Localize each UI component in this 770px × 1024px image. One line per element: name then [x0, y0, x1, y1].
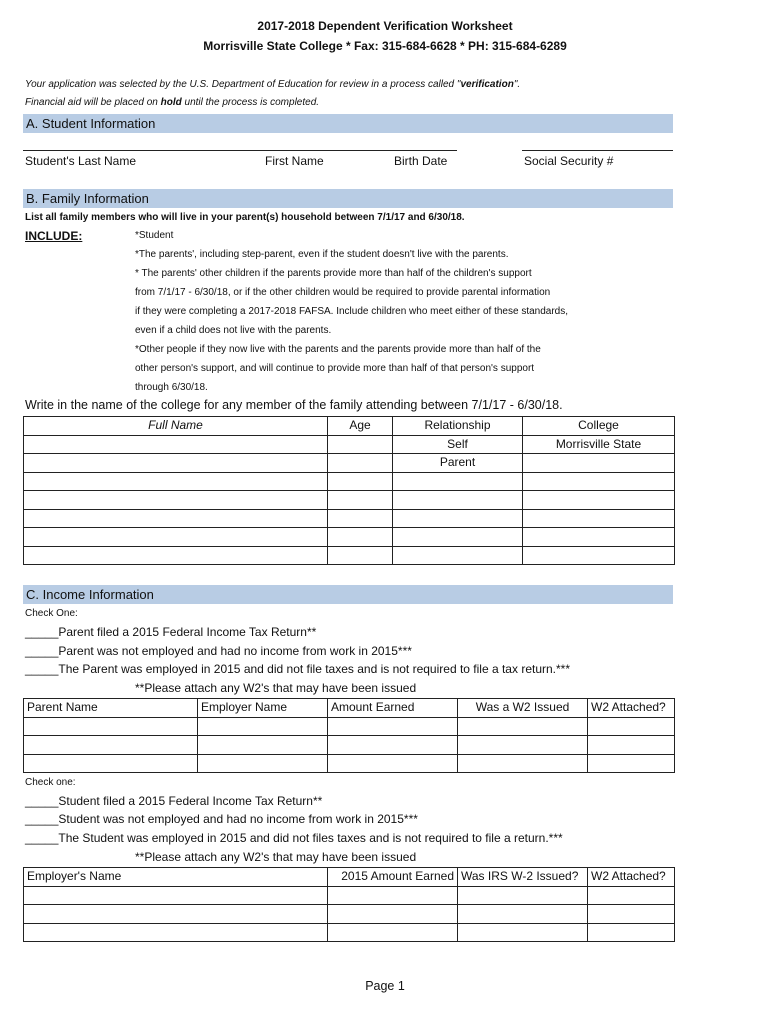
- college-note: Write in the name of the college for any member of the family attending between 7/1/17 - 6/30/18.: [25, 398, 563, 412]
- amount-cell[interactable]: [328, 717, 458, 736]
- student-name-line: [23, 150, 457, 151]
- header-w2-attached: W2 Attached?: [588, 699, 675, 718]
- header-w2-attached: W2 Attached?: [588, 868, 675, 887]
- table-row: [24, 491, 675, 510]
- intro-text: Your application was selected by the U.S. Department of Education for review in a process called ": [25, 79, 461, 90]
- college-cell[interactable]: [523, 454, 675, 473]
- table-row: [24, 509, 675, 528]
- intro-line-2: [25, 97, 319, 108]
- employer-name-cell[interactable]: [198, 754, 328, 773]
- header-parent-name: Parent Name: [24, 699, 198, 718]
- w2-attached-cell[interactable]: [588, 923, 675, 942]
- name-cell[interactable]: [24, 546, 328, 565]
- header-employer-name: Employer Name: [198, 699, 328, 718]
- section-c-heading: C. Income Information: [23, 585, 673, 604]
- college-cell[interactable]: [523, 472, 675, 491]
- age-cell[interactable]: [328, 528, 393, 547]
- table-row: [24, 905, 675, 924]
- employer-name-cell[interactable]: [198, 736, 328, 755]
- employer-name-cell[interactable]: [24, 905, 328, 924]
- table-row: [24, 454, 675, 473]
- table-header-row: [24, 699, 675, 718]
- parent-name-cell[interactable]: [24, 717, 198, 736]
- amount-cell[interactable]: [328, 905, 458, 924]
- student-w2-note: **Please attach any W2's that may have been issued: [135, 850, 417, 864]
- age-cell[interactable]: [328, 435, 393, 454]
- w2-attached-cell[interactable]: [588, 736, 675, 755]
- relationship-cell[interactable]: [393, 546, 523, 565]
- section-b-heading: B. Family Information: [23, 189, 673, 208]
- section-a-heading: A. Student Information: [23, 114, 673, 133]
- header-age: Age: [328, 417, 393, 436]
- intro-text: Financial aid will be placed on: [25, 97, 161, 108]
- table-row: [24, 717, 675, 736]
- table-row: [24, 923, 675, 942]
- include-line: from 7/1/17 - 6/30/18, or if the other children would be required to provide parental information: [135, 287, 551, 298]
- age-cell[interactable]: [328, 491, 393, 510]
- ssn-line: [522, 150, 673, 151]
- parent-w2-note: **Please attach any W2's that may have been issued: [135, 681, 417, 695]
- name-cell[interactable]: [24, 435, 328, 454]
- table-header-row: [24, 868, 675, 887]
- parent-option[interactable]: _____The Parent was employed in 2015 and did not file taxes and is not required to file a tax return.***: [25, 662, 571, 676]
- header-w2-issued: Was a W2 Issued: [458, 699, 588, 718]
- intro-bold-hold: hold: [160, 97, 182, 108]
- w2-issued-cell[interactable]: [458, 754, 588, 773]
- parent-name-cell[interactable]: [24, 736, 198, 755]
- ssn-label: Social Security #: [524, 154, 614, 168]
- parent-name-cell[interactable]: [24, 754, 198, 773]
- include-line: if they were completing a 2017-2018 FAFSA. Include children who meet either of these standards,: [135, 306, 569, 317]
- employer-name-cell[interactable]: [198, 717, 328, 736]
- amount-cell[interactable]: [328, 754, 458, 773]
- header-full-name: Full Name: [24, 417, 328, 436]
- college-cell[interactable]: [523, 528, 675, 547]
- header-relationship: Relationship: [393, 417, 523, 436]
- employer-name-cell[interactable]: [24, 923, 328, 942]
- relationship-cell[interactable]: Parent: [393, 454, 523, 473]
- student-check-label: Check one:: [25, 777, 76, 788]
- family-table: [23, 416, 675, 565]
- name-cell[interactable]: [24, 509, 328, 528]
- student-income-table: [23, 867, 675, 942]
- college-cell[interactable]: [523, 509, 675, 528]
- employer-name-cell[interactable]: [24, 886, 328, 905]
- student-option[interactable]: _____Student was not employed and had no income from work in 2015***: [25, 812, 418, 826]
- intro-text-end: ".: [513, 79, 521, 90]
- w2-issued-cell[interactable]: [458, 736, 588, 755]
- header-amount-earned: 2015 Amount Earned: [328, 868, 458, 887]
- table-row: [24, 435, 675, 454]
- student-option[interactable]: _____The Student was employed in 2015 and did not files taxes and is not required to file a return.***: [25, 831, 563, 845]
- w2-attached-cell[interactable]: [588, 905, 675, 924]
- include-line: *Other people if they now live with the parents and the parents provide more than half of the: [135, 344, 541, 355]
- w2-attached-cell[interactable]: [588, 886, 675, 905]
- include-line: * The parents' other children if the parents provide more than half of the children's support: [135, 268, 532, 279]
- name-cell[interactable]: [24, 454, 328, 473]
- w2-attached-cell[interactable]: [588, 717, 675, 736]
- intro-bold-verification: verification: [460, 79, 514, 90]
- table-row: [24, 528, 675, 547]
- amount-cell[interactable]: [328, 886, 458, 905]
- w2-issued-cell[interactable]: [458, 923, 588, 942]
- w2-issued-cell[interactable]: [458, 717, 588, 736]
- include-line: other person's support, and will continue to provide more than half of that person's support: [135, 363, 535, 374]
- age-cell[interactable]: [328, 454, 393, 473]
- college-cell[interactable]: [523, 546, 675, 565]
- relationship-cell[interactable]: [393, 528, 523, 547]
- age-cell[interactable]: [328, 546, 393, 565]
- first-name-label: First Name: [265, 154, 324, 168]
- header-amount-earned: Amount Earned: [328, 699, 458, 718]
- name-cell[interactable]: [24, 528, 328, 547]
- page-number: Page 1: [365, 979, 405, 993]
- table-row: [24, 736, 675, 755]
- include-line: through 6/30/18.: [135, 382, 208, 393]
- parent-option[interactable]: _____Parent filed a 2015 Federal Income Tax Return**: [25, 625, 317, 639]
- birth-date-label: Birth Date: [394, 154, 448, 168]
- header-college: College: [523, 417, 675, 436]
- parent-check-label: Check One:: [25, 608, 78, 619]
- w2-issued-cell[interactable]: [458, 886, 588, 905]
- relationship-cell[interactable]: [393, 472, 523, 491]
- table-row: [24, 472, 675, 491]
- w2-issued-cell[interactable]: [458, 905, 588, 924]
- table-row: [24, 886, 675, 905]
- relationship-cell[interactable]: [393, 491, 523, 510]
- header-employers-name: Employer's Name: [24, 868, 328, 887]
- age-cell[interactable]: [328, 472, 393, 491]
- relationship-cell[interactable]: Self: [393, 435, 523, 454]
- intro-line-1: [25, 79, 520, 90]
- table-header-row: [24, 417, 675, 436]
- table-row: [24, 546, 675, 565]
- include-line: *Student: [135, 230, 174, 241]
- include-line: even if a child does not live with the parents.: [135, 325, 332, 336]
- amount-cell[interactable]: [328, 923, 458, 942]
- document-title: 2017-2018 Dependent Verification Worksheet: [257, 19, 513, 33]
- last-name-label: Student's Last Name: [25, 154, 137, 168]
- amount-cell[interactable]: [328, 736, 458, 755]
- include-label: INCLUDE:: [25, 229, 83, 243]
- name-cell[interactable]: [24, 491, 328, 510]
- college-cell[interactable]: Morrisville State: [523, 435, 675, 454]
- intro-text-end: until the process is completed.: [181, 97, 320, 108]
- age-cell[interactable]: [328, 509, 393, 528]
- college-cell[interactable]: [523, 491, 675, 510]
- table-row: [24, 754, 675, 773]
- student-option[interactable]: _____Student filed a 2015 Federal Income Tax Return**: [25, 794, 323, 808]
- header-irs-w2-issued: Was IRS W-2 Issued?: [458, 868, 588, 887]
- w2-attached-cell[interactable]: [588, 754, 675, 773]
- parent-income-table: [23, 698, 675, 773]
- include-line: *The parents', including step-parent, even if the student doesn't live with the parents.: [135, 249, 509, 260]
- parent-option[interactable]: _____Parent was not employed and had no income from work in 2015***: [25, 644, 412, 658]
- college-contact-line: Morrisville State College * Fax: 315-684-6628 * PH: 315-684-6289: [203, 39, 567, 53]
- name-cell[interactable]: [24, 472, 328, 491]
- relationship-cell[interactable]: [393, 509, 523, 528]
- family-instruction: List all family members who will live in your parent(s) household between 7/1/17 and 6/30/18.: [25, 212, 465, 223]
